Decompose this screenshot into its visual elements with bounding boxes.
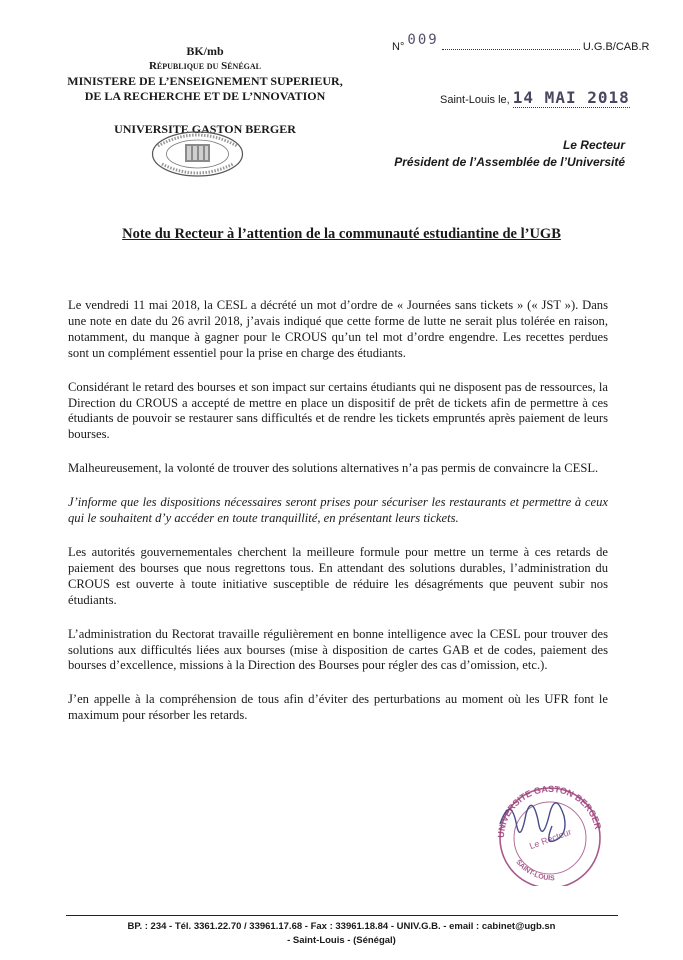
footer (0, 920, 683, 948)
university-name: UNIVERSITE GASTON BERGER (114, 122, 296, 136)
paragraph-2: Considérant le retard des bourses et son impact sur certains étudiants qui ne disposent pas de ressources, la Direction du CROUS a accepté de mettre en place un dispositif de prêt de tickets afin de permettre à ces étudiants de pouvoir se restaurer sans difficultés et de rendre les tickets empruntés après paiement de leurs bourses. (68, 379, 608, 442)
paragraph-6: L’administration du Rectorat travaille régulièrement en bonne intelligence avec la CESL pour trouver des solutions aux difficultés liées aux bourses (mise à disposition de cartes GAB et de codes, paiement des bourses d’excellence, missions à la Direction des Bourses pour régler des cas d’omission, etc.). (68, 626, 608, 673)
ref-dotted-line (442, 49, 580, 50)
ref-number-stamp: 009 (407, 32, 439, 48)
place-label: Saint-Louis le, (440, 94, 510, 106)
seal-and-signature-icon (486, 776, 614, 886)
ministry-line-2: DE LA RECHERCHE ET DE L’NNOVATION (84, 89, 326, 103)
letterhead-block (40, 44, 370, 137)
footer-contact: BP. : 234 - Tél. 3361.22.70 / 33961.17.68 - Fax : 33961.18.84 - UNIV.G.B. - email : cabinet@ugb.sn (127, 921, 556, 932)
rector-title: Le Recteur (562, 138, 625, 152)
paragraph-7: J’en appelle à la compréhension de tous afin d’éviter des perturbations au moment où les UFR font le maximum pour résorber les retards. (68, 692, 608, 723)
seal-bottom-text: SAINT-LOUIS (514, 858, 555, 883)
place-date-line (440, 88, 630, 107)
footer-divider (66, 915, 618, 916)
rector-block (394, 137, 625, 171)
ministry-line-1: MINISTERE DE L’ENSEIGNEMENT SUPERIEUR, (67, 74, 343, 88)
paragraph-3: Malheureusement, la volonté de trouver des solutions alternatives n’a pas permis de convaincre la CESL. (68, 461, 599, 476)
rector-subtitle: Président de l’Assemblée de l’Université (394, 155, 625, 169)
seal-ring-text: UNIVERSITE GASTON BERGER (495, 783, 604, 839)
university-logo-icon (150, 130, 245, 178)
paragraph-5: Les autorités gouvernementales cherchent la meilleure formule pour mettre un terme à ces retards de paiement des bourses que nous regrettons tous. En attendant des solutions durables, l’administration du CROUS est ouverte à toute initiative susceptible de réduire les désagréments que peuvent subir nos étudiants. (68, 544, 608, 607)
document-body (68, 298, 608, 742)
ref-suffix: U.G.B/CAB.R (582, 41, 650, 53)
footer-location: - Saint-Louis - (Sénégal) (287, 935, 396, 946)
seal-center-text: Le Recteur (527, 826, 573, 852)
paragraph-1: Le vendredi 11 mai 2018, la CESL a décrété un mot d’ordre de « Journées sans tickets » (« JST »). Dans une note en date du 26 avril 2018, j’avais indiqué que cette forme de lutte ne serait plus tolérée en raison, notamment, du manque à gagner pour le CROUS qu’un tel mot d’ordre engendre. Les recettes perdues sont un complément essentiel pour la prise en charge des étudiants. (68, 298, 608, 360)
republic-line: République du Sénégal (148, 60, 262, 72)
paragraph-4: J’informe que les dispositions nécessaires seront prises pour sécuriser les restaurants et permettre à ceux qui le souhaitent d’y accéder en toute tranquillité, en présentant leurs tickets. (68, 495, 608, 526)
initials: BK/mb (186, 44, 224, 58)
date-stamp: 14 MAI 2018 (512, 88, 630, 107)
ref-prefix: N° (392, 41, 405, 53)
document-title: Note du Recteur à l’attention de la communauté estudiantine de l’UGB (122, 226, 561, 242)
reference-number (392, 32, 650, 54)
